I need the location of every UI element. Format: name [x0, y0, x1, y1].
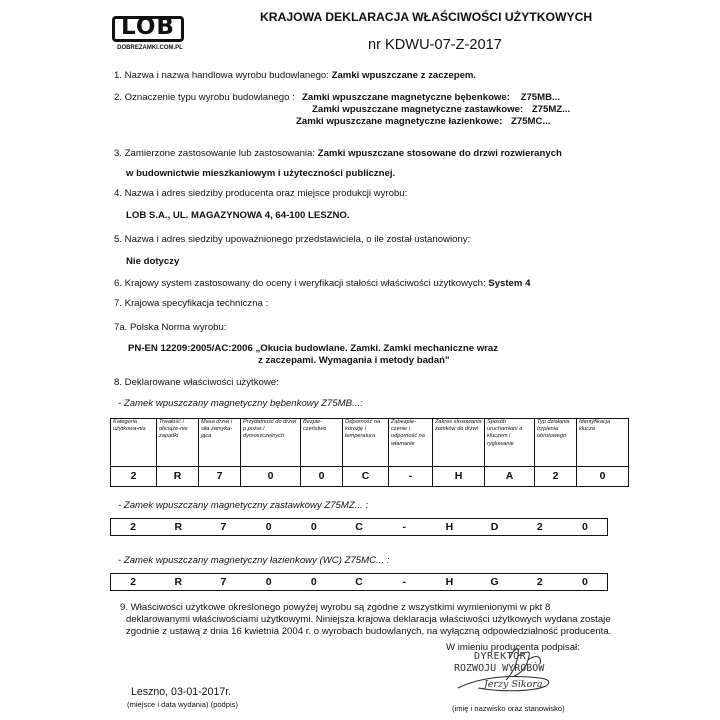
- table-header-cell: Sposób uruchamiani a kluczem i ryglowanie: [485, 419, 535, 467]
- table-cell: 2: [130, 576, 137, 588]
- table-cell: H: [445, 576, 454, 588]
- product-type-name: Zamki wpuszczane magnetyczne bębenkowe:: [302, 92, 510, 103]
- place-date: Leszno, 03-01-2017r.: [131, 686, 232, 698]
- section-6-label: 6. Krajowy system zastosowany do oceny i weryfikacji stałości właściwości użytkowych:: [114, 278, 486, 289]
- table-cell: 0: [265, 576, 272, 588]
- section-5-label: 5. Nazwa i adres siedziby upoważnionego przedstawiciela, o ile został ustanowiony:: [114, 234, 471, 245]
- table-cell: 0: [265, 521, 272, 533]
- product-type-code: Z75MZ...: [531, 104, 571, 115]
- section-8-label: 8. Deklarowane właściwości użytkowe:: [114, 377, 279, 388]
- table-cell: -: [402, 576, 406, 588]
- section-7a-label: 7a. Polska Norma wyrobu:: [114, 322, 227, 333]
- table-cell: 2: [111, 466, 157, 486]
- product-type-code: Z75MB...: [520, 92, 561, 103]
- table-cell: C: [355, 521, 363, 533]
- section-3: [114, 148, 562, 159]
- signature-stamp-line-1: DYREKTOR: [474, 651, 527, 662]
- table-cell: D: [490, 521, 499, 533]
- table-cell: R: [157, 466, 199, 486]
- table-cell: 0: [241, 466, 301, 486]
- table-row-mb: [111, 466, 629, 486]
- signature-signer-name: Jerzy Sikora: [484, 679, 543, 690]
- table-cell: R: [174, 521, 183, 533]
- section-4-value: LOB S.A., UL. MAGAZYNOWA 4, 64-100 LESZNO.: [126, 210, 350, 221]
- table-cell: 0: [310, 521, 317, 533]
- table-header-cell: Masa drzwi i siła zamyka-jąca: [199, 419, 241, 467]
- section-1: [114, 70, 476, 81]
- table-cell: G: [490, 576, 499, 588]
- table-cell: H: [433, 466, 485, 486]
- signature-stroke: [506, 649, 540, 680]
- section-2-label: 2. Oznaczenie typu wyrobu budowlanego :: [114, 92, 295, 103]
- table-cell: C: [343, 466, 389, 486]
- place-date-caption: (miejsce i data wydania) (podpis): [127, 700, 238, 709]
- product-type-name: Zamki wpuszczane magnetyczne łazienkowe:: [296, 116, 503, 127]
- table-cell: H: [445, 521, 454, 533]
- table-cell: 2: [536, 521, 543, 533]
- signature-stamp-line-2: ROZWOJU WYROBÓW: [454, 663, 545, 674]
- table-cell: C: [355, 576, 363, 588]
- table-cell: 0: [310, 576, 317, 588]
- section-3-value: Zamki wpuszczane stosowane do drzwi rozwieranych: [317, 148, 562, 159]
- norm-reference-line-1: PN-EN 12209:2005/AC:2006 „Okucia budowlane. Zamki. Zamki mechaniczne wraz: [128, 343, 499, 354]
- handwritten-signature: [448, 630, 598, 700]
- section-9-line-1: 9. Właściwości użytkowe określonego powyżej wyrobu są zgodne z wszystkimi wymienionymi w pkt 8: [120, 602, 551, 613]
- table-cell: 7: [199, 466, 241, 486]
- section-4-label: 4. Nazwa i adres siedziby producenta oraz miejsce produkcji wyrobu:: [114, 188, 408, 199]
- document-title: KRAJOWA DEKLARACJA WŁAŚCIWOŚCI UŻYTKOWYCH: [260, 10, 593, 24]
- table-cell: 0: [301, 466, 343, 486]
- section-1-label: 1. Nazwa i nazwa handlowa wyrobu budowlanego:: [114, 70, 329, 81]
- signature-caption: (imię i nazwisko oraz stanowisko): [452, 704, 565, 713]
- properties-table-mb: [110, 418, 629, 487]
- logo-mark: LOB: [121, 14, 175, 40]
- table-header-cell: Bezpie-czeństwo: [301, 419, 343, 467]
- logo-url: DOBREZAMKI.COM.PL: [117, 45, 183, 51]
- norm-reference-line-2: z zaczepami. Wymagania i metody badań": [258, 355, 450, 366]
- section-6-value: System 4: [488, 278, 531, 289]
- table-header-cell: Typ działania trzpienia obrotowego: [535, 419, 577, 467]
- section-9-line-3: zgodnie z ustawą z dnia 16 kwietnia 2004 r. o wyrobach budowlanych, na wyłączną odpowiedzialność producenta.: [126, 626, 612, 637]
- table-cell: 2: [130, 521, 137, 533]
- table-cell: 2: [536, 576, 543, 588]
- table-cell: R: [174, 576, 183, 588]
- product-subheading-mb: - Zamek wpuszczany magnetyczny bębenkowy Z75MB...:: [118, 398, 363, 409]
- signature-intro: W imieniu producenta podpisał:: [446, 642, 580, 653]
- table-cell: 7: [220, 521, 227, 533]
- signature-flourish: [458, 676, 549, 690]
- section-2-line-2: [312, 104, 570, 115]
- table-cell: A: [485, 466, 535, 486]
- section-6: [114, 278, 530, 289]
- table-header-cell: Identyfikacja klucza: [577, 419, 629, 467]
- product-type-code: Z75MC...: [511, 116, 551, 127]
- section-3-value-continued: w budownictwie mieszkaniowym i użyteczności publicznej.: [126, 168, 396, 179]
- table-header-cell: Trwałość i obciąże-nie zapadki: [157, 419, 199, 467]
- table-header-row: [111, 419, 629, 467]
- table-cell: 0: [577, 466, 629, 486]
- table-cell: 2: [535, 466, 577, 486]
- table-header-cell: Przydatność do drzwi p.pożar./ dymoszczelnych: [241, 419, 301, 467]
- document-number: nr KDWU-07-Z-2017: [368, 37, 502, 53]
- table-header-cell: Zabezpie-czenie i odporność na włamanie: [389, 419, 433, 467]
- product-subheading-mz: - Zamek wpuszczany magnetyczny zastawkowy Z75MZ... :: [118, 500, 369, 511]
- table-cell: 7: [220, 576, 227, 588]
- product-type-name: Zamki wpuszczane magnetyczne zastawkowe:: [312, 104, 524, 115]
- table-header-cell: Kategoria użytkowa-nia: [111, 419, 157, 467]
- table-cell: -: [389, 466, 433, 486]
- table-header-cell: Odporność na korozję i temperatura: [343, 419, 389, 467]
- section-2-line-3: [296, 116, 550, 127]
- section-2-line-1: [302, 92, 560, 103]
- section-5-value: Nie dotyczy: [126, 256, 180, 267]
- table-cell: 0: [582, 576, 588, 588]
- section-9-line-2: deklarowanymi właściwościami użytkowymi. Niniejsza krajowa deklaracja właściwości użytkowych wydana zostaje: [126, 614, 611, 625]
- table-cell: 0: [582, 521, 588, 533]
- product-subheading-mc: - Zamek wpuszczany magnetyczny łazienkowy (WC) Z75MC... :: [118, 555, 390, 566]
- table-row-mz: [110, 518, 608, 536]
- table-header-cell: Zakres stosowania zamków do drzwi: [433, 419, 485, 467]
- table-row-mc: [110, 573, 608, 591]
- section-3-label: 3. Zamierzone zastosowanie lub zastosowania:: [114, 148, 316, 159]
- table-cell: -: [402, 521, 406, 533]
- section-7-label: 7. Krajowa specyfikacja techniczna :: [114, 298, 269, 309]
- section-1-value: Zamki wpuszczane z zaczepem.: [331, 70, 477, 81]
